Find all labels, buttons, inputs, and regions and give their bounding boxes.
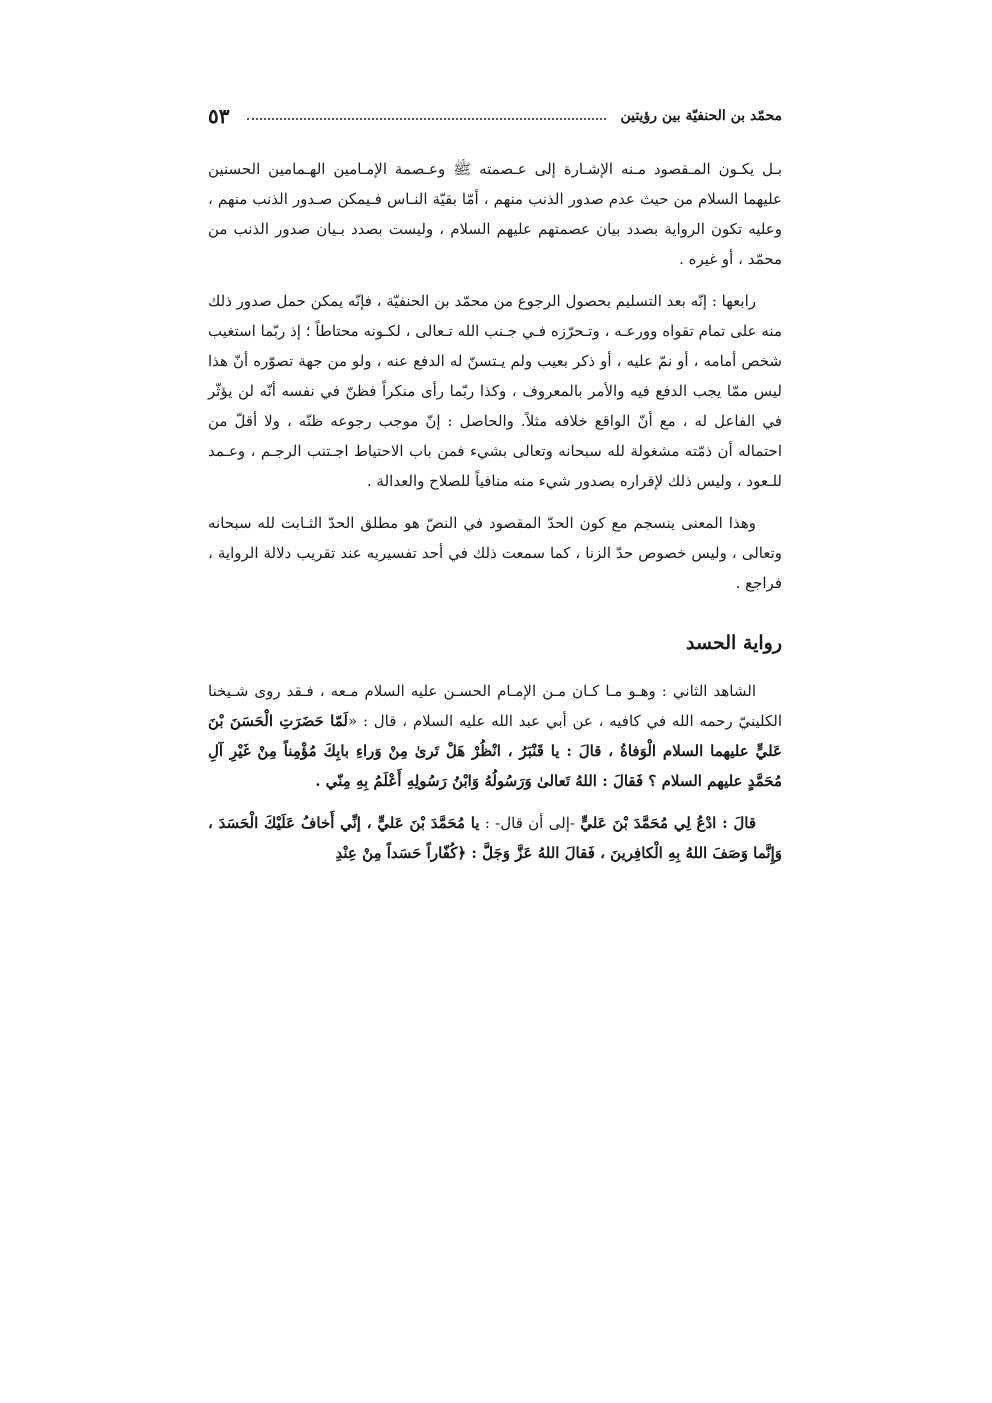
document-page [208, 96, 782, 880]
paragraph-3: وهذا المعنى ينسجم مع كون الحدّ المقصود في النصّ هو مطلق الحدّ الثـابت لله سبحانه وتعالى ، وليس خصوص حدّ الزنا ، كما سمعت ذلك في أحد تفسيريه عند تقريب دلالة الرواية ، فراجع . [208, 514, 782, 592]
narration-intro: الشاهد الثاني : وهـو مـا كـان مـن الإمـام الحسـن عليه السلام مـعه ، فـقد روى شـيخنا الكلينيّ رحمه الله في كافيه ، عن أبي عبد الله عليه السلام ، قال : « [208, 682, 782, 730]
running-title: محمّد بن الحنفيّة بين رؤيتين [620, 108, 782, 124]
narration-paragraph [208, 676, 782, 796]
narration-quote-1: لَمّا حَضَرَتِ الْحَسَنَ بْنَ عَليٍّ عليهما السلام الْوَفاةُ ، قالَ : يا قَنْبَرُ ، انْظُرْ هَلْ تَرىٰ مِنْ وَراءِ بابِكَ مُؤْمِناً مِنْ غَيْرِ آلِ مُحَمَّدٍ عليهم السلام ؟ فَقالَ : اللهُ تَعالىٰ وَرَسُولُهُ وَابْنُ رَسُولِهِ أَعْلَمُ بِهِ مِنّي . [208, 712, 782, 790]
narration-quote-2-start: قالَ : ادْعُ لِي مُحَمَّدَ بْنَ عَليٍّ [580, 814, 757, 832]
narration-continuation [208, 808, 782, 868]
section-heading: رواية الحسد [686, 632, 782, 654]
body-text [208, 154, 782, 868]
narration-quote-2-mid: -إلى أن قال- : [479, 814, 581, 832]
page-number: ٥٣ [208, 104, 230, 128]
running-header [208, 96, 782, 136]
paragraph-2: رابعها : إنّه بعد التسليم بحصول الرجوع من محمّد بن الحنفيّة ، فإنّه يمكن حمل صدور ذلك منه على تمام تقواه وورعـه ، وتـحرّزه فـي جـنب الله تـعالى ، لكـونه محتاطاً ؛ إذ ربّما استغيب شخص أمامه ، أو نمّ عليه ، أو ذكر بعيب ولم يـتسنّ له الدفع عنه ، ولو من جهة تصوّره أنّ هذا ليس ممّا يجب الدفع فيه والأمر بالمعروف ، وكذا ربّما رأى منكراً فظنّ في نفسه أنّه لن يؤثّر في الفاعل له ، مع أنّ الواقع خلافه مثلاً. والحاصل : إنّ موجب رجوعه ظنّه ، ولا أقلّ من احتماله أن ذمّته مشغولة لله سبحانه وتعالى بشيء فمن باب الاحتياط اجـتنب الرجـم ، وعـمد للـعود ، وليس ذلك لإقراره بصدور شيء منه منافياً للصلاح والعدالة . [208, 292, 783, 490]
narration-quote-2-end: يا مُحَمَّدَ بْنَ عَليٍّ ، إنِّي أَخافُ عَلَيْكَ الْحَسَدَ ، وَإِنَّما وَصَفَ اللهُ بِهِ الْكافِرينَ ، فَقالَ اللهُ عَزَّ وَجَلَّ : ﴿كُفّاراً حَسَداً مِنْ عِنْدِ [208, 814, 782, 862]
leader-dots [247, 118, 606, 120]
paragraph-1: بـل يكـون المـقصود مـنه الإشـارة إلى عـصمته ﷺ وعـصمة الإمـامين الهـمامين الحسنين عليهما السلام من حيث عدم صدور الذنب منهم ، أمّا بقيّة النـاس فـيمكن صـدور الذنب منهم ، وعليه تكون الرواية بصدد بيان عصمتهم عليهم السلام ، وليست بصدد بـيان صدور الذنب من محمّد ، أو غيره . [208, 160, 782, 268]
